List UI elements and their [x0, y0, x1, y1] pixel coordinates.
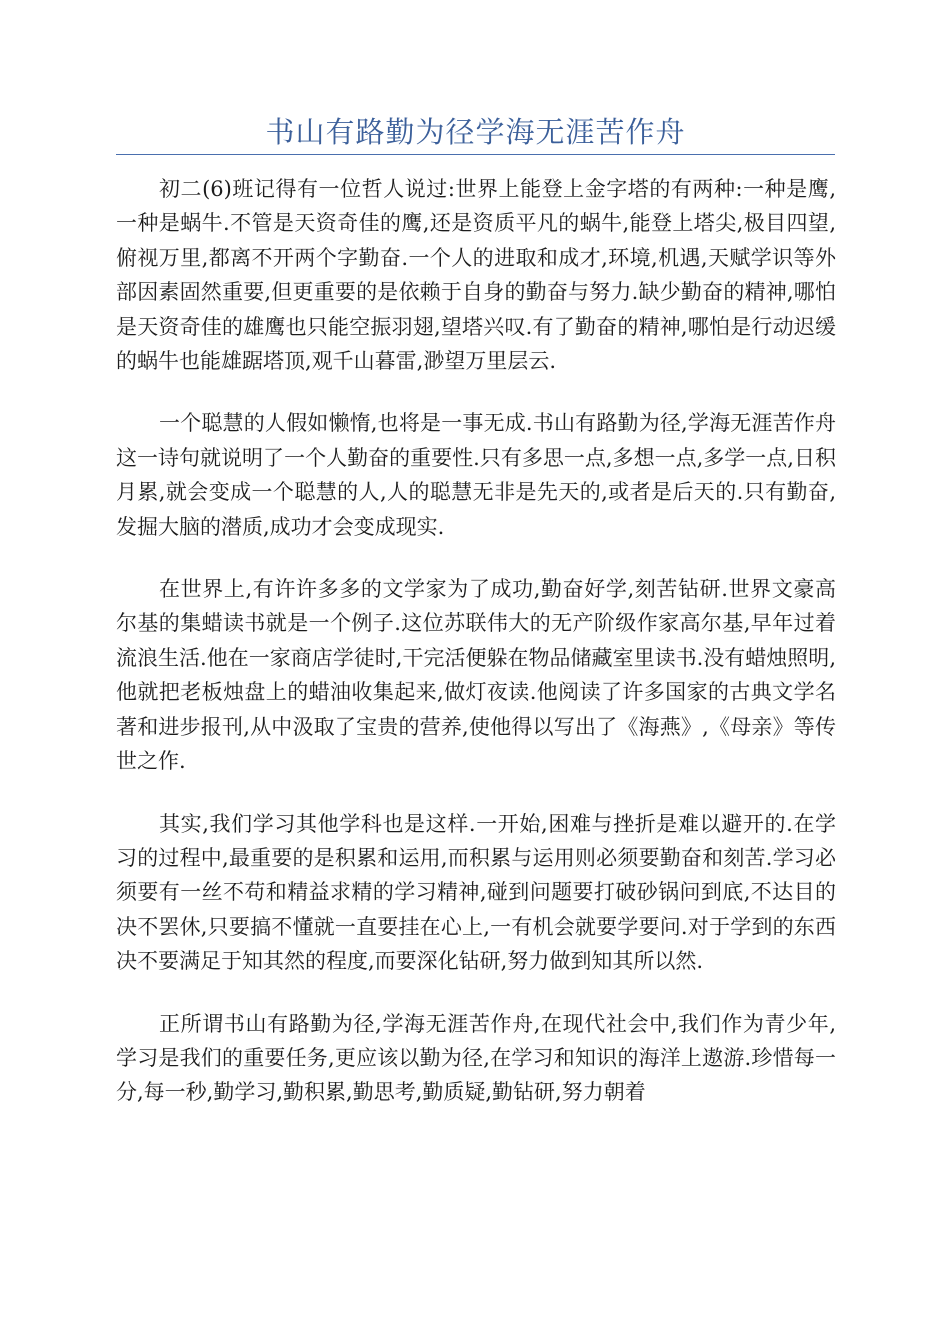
paragraph-3: 在世界上,有许许多多的文学家为了成功,勤奋好学,刻苦钻研.世界文豪高尔基的集蜡读书就是一个例子.这位苏联伟大的无产阶级作家高尔基,早年过着流浪生活.他在一家商店学徒时,干完活便躲在物品储藏室里读书.没有蜡烛照明,他就把老板烛盘上的蜡油收集起来,做灯夜读.他阅读了许多国家的古典文学名著和进步报刊,从中汲取了宝贵的营养,使他得以写出了《海燕》,《母亲》等传世之作.: [116, 577, 836, 774]
paragraph-1: 初二(6)班记得有一位哲人说过:世界上能登上金字塔的有两种:一种是鹰,一种是蜗牛.不管是天资奇佳的鹰,还是资质平凡的蜗牛,能登上塔尖,极目四望,俯视万里,都离不开两个字勤奋.一个人的进取和成才,环境,机遇,天赋学识等外部因素固然重要,但更重要的是依赖于自身的勤奋与努力.缺少勤奋的精神,哪怕是天资奇佳的雄鹰也只能空振羽翅,望塔兴叹.有了勤奋的精神,哪怕是行动迟缓的蜗牛也能雄踞塔顶,观千山暮雷,渺望万里层云.: [116, 177, 836, 374]
title-underline: [116, 154, 835, 155]
paragraph-4: 其实,我们学习其他学科也是这样.一开始,困难与挫折是难以避开的.在学习的过程中,最重要的是积累和运用,而积累与运用则必须要勤奋和刻苦.学习必须要有一丝不苟和精益求精的学习精神,碰到问题要打破砂锅问到底,不达目的决不罢休,只要搞不懂就一直要挂在心上,一有机会就要学要问.对于学到的东西决不要满足于知其然的程度,而要深化钻研,努力做到知其所以然.: [116, 811, 836, 974]
document-body: [116, 172, 836, 1138]
paragraph-5: 正所谓书山有路勤为径,学海无涯苦作舟,在现代社会中,我们作为青少年,学习是我们的重要任务,更应该以勤为径,在学习和知识的海洋上遨游.珍惜每一分,每一秒,勤学习,勤积累,勤思考,勤质疑,勤钻研,努力朝着: [116, 1011, 836, 1105]
paragraph-2: 一个聪慧的人假如懒惰,也将是一事无成.书山有路勤为径,学海无涯苦作舟这一诗句就说明了一个人勤奋的重要性.只有多思一点,多想一点,多学一点,日积月累,就会变成一个聪慧的人,人的聪慧无非是先天的,或者是后天的.只有勤奋,发掘大脑的潜质,成功才会变成现实.: [116, 411, 836, 539]
document-title: 书山有路勤为径学海无涯苦作舟: [265, 115, 686, 149]
